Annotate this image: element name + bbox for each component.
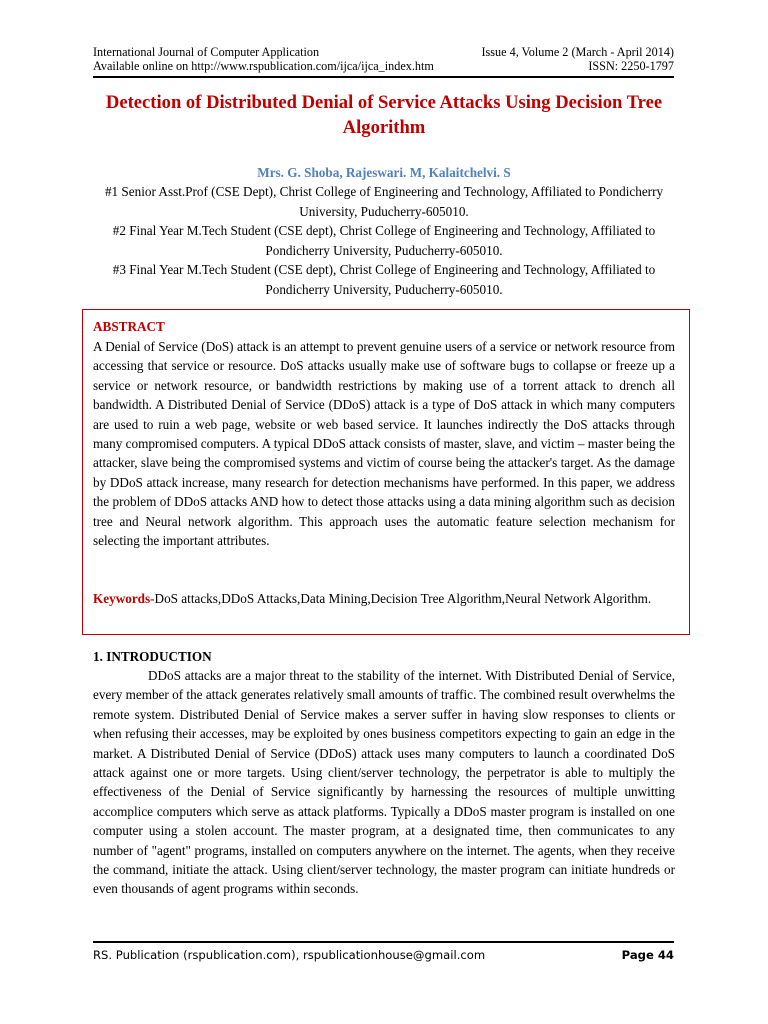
- keywords-label: Keywords-: [93, 591, 155, 606]
- section-heading-introduction: 1. INTRODUCTION: [93, 649, 212, 664]
- issue-info: Issue 4, Volume 2 (March - April 2014): [481, 45, 674, 59]
- affiliation-3: #3 Final Year M.Tech Student (CSE dept), Christ College of Engineering and Technology, Affiliated to Pondicherry University, Puducherry-605010.: [112, 262, 656, 297]
- issn: ISSN: 2250-1797: [588, 59, 674, 73]
- abstract-heading: ABSTRACT: [93, 319, 165, 334]
- author-list: Mrs. G. Shoba, Rajeswari. M, Kalaitchelvi. S: [257, 165, 511, 180]
- header-rule: [93, 76, 674, 78]
- publisher-contact: RS. Publication (rspublication.com), rspublicationhouse@gmail.com: [93, 948, 486, 962]
- abstract-text: A Denial of Service (DoS) attack is an attempt to prevent genuine users of a service or network resource from accessing that service or resource. DoS attacks usually make use of software bugs to collapse or freeze up a service or network resource, or bandwidth restrictions by making use of a torrent attack to drench all bandwidth. A Distributed Denial of Service (DDoS) attack is a type of DoS attack in which many computers are used to ruin a web page, website or web based service. It launches indirectly the DoS attacks through many compromised computers. A typical DDoS attack consists of master, slave, and victim – master being the attacker, slave being the compromised systems and victim of course being the attacker's target. As the damage by DDoS attack increase, many research for detection mechanisms have performed. In this paper, we address the problem of DDoS attacks AND how to detect those attacks using a data mining algorithm such as decision tree and Neural network algorithm. This approach uses the automatic feature selection mechanism for selecting the important attributes.: [93, 339, 675, 549]
- journal-name: International Journal of Computer Application: [93, 45, 320, 59]
- introduction-text: DDoS attacks are a major threat to the stability of the internet. With Distributed Denial of Service, every member of the attack generates relatively small amounts of traffic. The combined result overwhelms the remote system. Distributed Denial of Service makes a server suffer in having slow responses to clients or when refusing their accesses, may be exploited by ones business competitors expecting to gain an edge in the market. A Distributed Denial of Service (DDoS) attack uses many computers to launch a coordinated DoS attack against one or more targets. Using client/server technology, the perpetrator is able to multiply the effectiveness of the Denial of Service significantly by harnessing the resources of multiple unwitting accomplice computers which serve as attack platforms. Typically a DDoS master program is installed on one computer using a stolen account. The master program, at a designated time, then communicates to any number of "agent" programs, installed on computers anywhere on the internet. The agents, when they receive the command, initiate the attack. Using client/server technology, the master program can initiate hundreds or even thousands of agent programs within seconds.: [93, 668, 675, 897]
- paper-title: Detection of Distributed Denial of Service Attacks Using Decision Tree Algorithm: [105, 92, 663, 138]
- footer-rule: [93, 941, 674, 943]
- keywords: [93, 589, 675, 608]
- affiliation-2: #2 Final Year M.Tech Student (CSE dept), Christ College of Engineering and Technology, Affiliated to Pondicherry University, Puducherry-605010.: [112, 223, 656, 258]
- affiliation-1: #1 Senior Asst.Prof (CSE Dept), Christ College of Engineering and Technology, Affiliated to Pondicherry University, Puducherry-605010.: [104, 184, 664, 219]
- page-number: Page 44: [621, 948, 674, 962]
- online-availability: Available online on http://www.rspublication.com/ijca/ijca_index.htm: [93, 59, 434, 73]
- keywords-list: DoS attacks,DDoS Attacks,Data Mining,Decision Tree Algorithm,Neural Network Algorithm.: [154, 591, 652, 606]
